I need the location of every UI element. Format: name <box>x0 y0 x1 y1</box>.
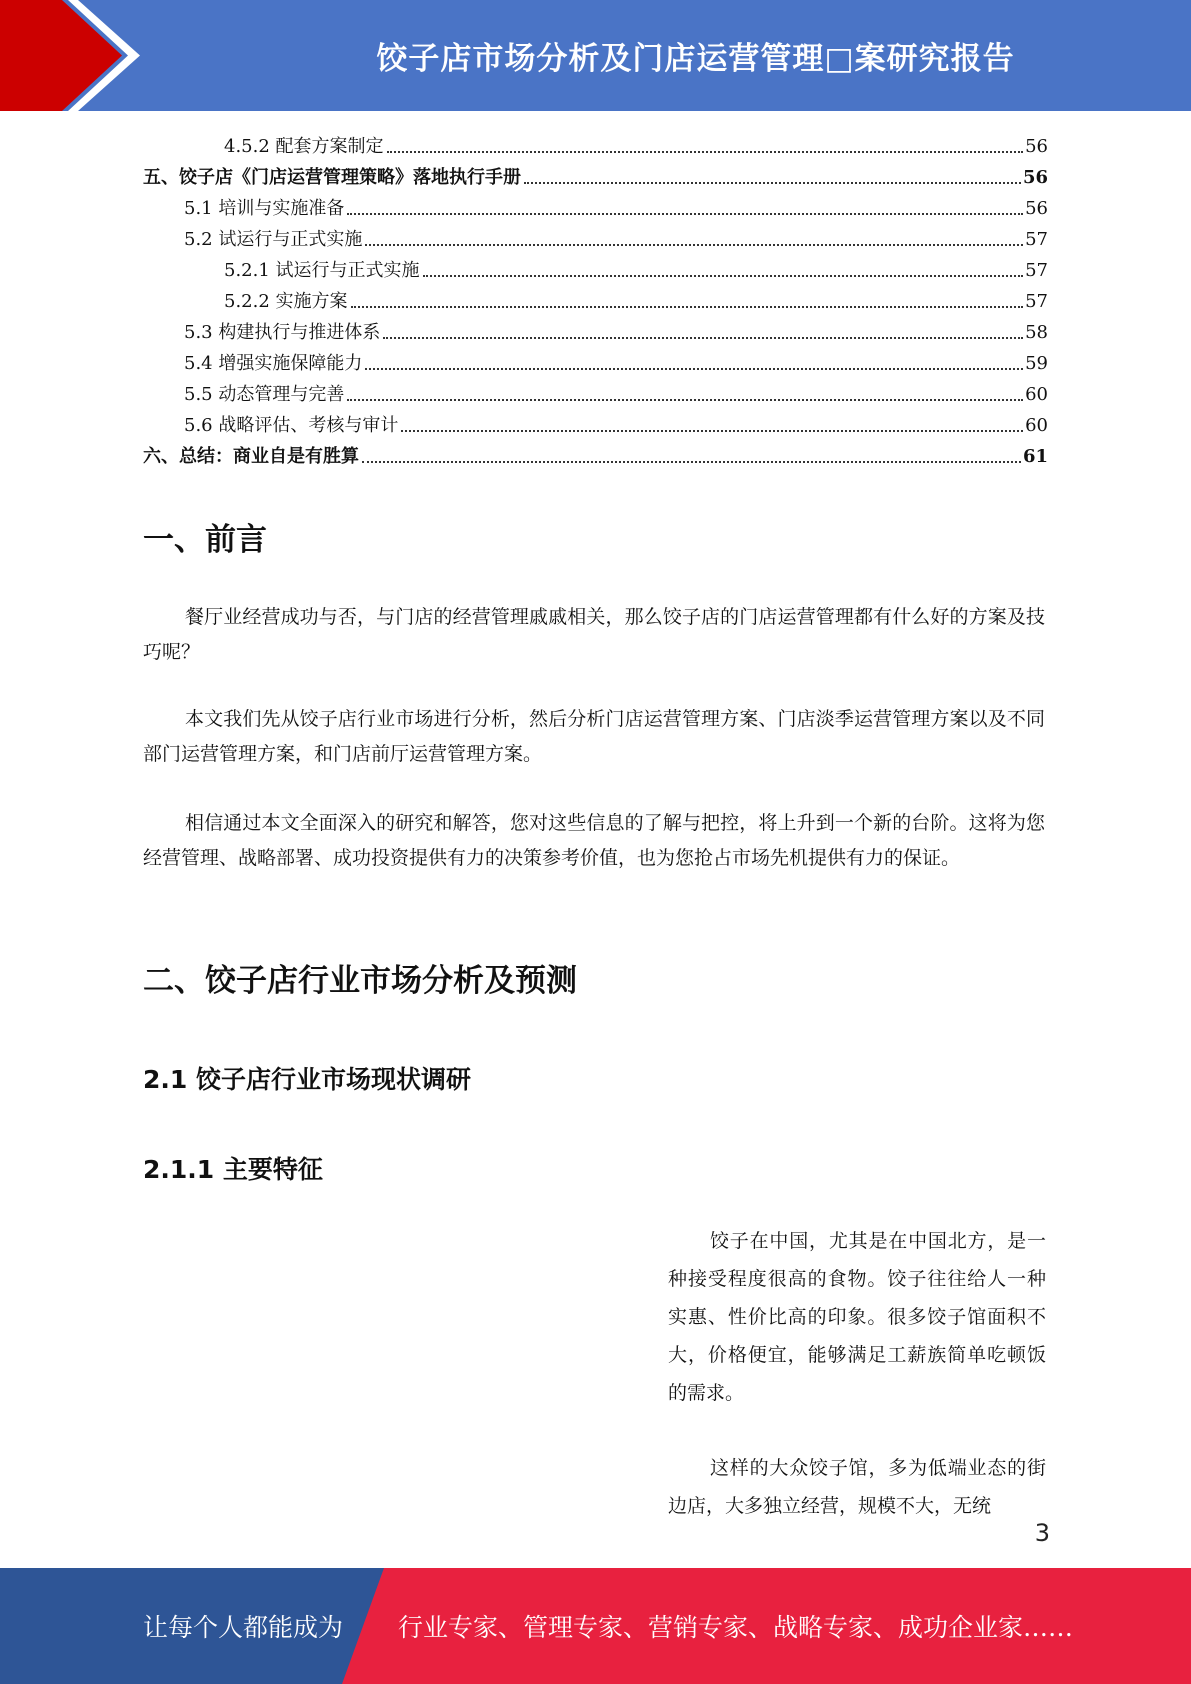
toc-entry-label: 五、饺子店《门店运营管理策略》落地执行手册 <box>143 167 521 188</box>
toc-leader <box>383 336 1023 339</box>
toc-entry-label: 5.2 试运行与正式实施 <box>184 229 363 250</box>
page-number: 3 <box>1034 1519 1050 1547</box>
toc-entry-label: 4.5.2 配套方案制定 <box>224 136 384 157</box>
toc-entry-page: 60 <box>1025 415 1048 436</box>
toc-leader <box>362 460 1021 463</box>
body-paragraph: 本文我们先从饺子店行业市场进行分析，然后分析门店运营管理方案、门店淡季运营管理方案以及不同部门运营管理方案，和门店前厅运营管理方案。 <box>143 708 1045 765</box>
toc-leader <box>423 274 1024 277</box>
toc-entry-page: 59 <box>1025 353 1048 374</box>
header-arrow-decoration <box>0 0 150 111</box>
toc-entry[interactable] <box>184 407 1048 437</box>
toc-entry[interactable] <box>184 314 1048 344</box>
toc-entry-page: 61 <box>1022 446 1048 467</box>
toc-entry-label: 5.1 培训与实施准备 <box>184 198 345 219</box>
toc-entry-page: 57 <box>1025 260 1048 281</box>
toc-entry-label: 5.2.1 试运行与正式实施 <box>224 260 420 281</box>
toc-leader <box>387 150 1024 153</box>
body-paragraph: 相信通过本文全面深入的研究和解答，您对这些信息的了解与把控，将上升到一个新的台阶。这将为您经营管理、战略部署、成功投资提供有力的决策参考价值，也为您抢占市场先机提供有力的保证。 <box>143 812 1045 869</box>
subsubsection-heading: 2.1.1 主要特征 <box>143 1155 323 1184</box>
toc-entry-label: 5.5 动态管理与完善 <box>184 384 345 405</box>
toc-entry-page: 57 <box>1025 229 1048 250</box>
toc-entry-page: 58 <box>1025 322 1048 343</box>
footer-banner <box>0 1568 1191 1684</box>
footer-slogan-right: 行业专家、管理专家、营销专家、战略专家、成功企业家…… <box>398 1613 1074 1642</box>
toc-leader <box>524 181 1021 184</box>
toc-entry-label: 5.6 战略评估、考核与审计 <box>184 415 399 436</box>
toc-entry[interactable] <box>143 438 1048 468</box>
toc-entry[interactable] <box>224 283 1048 313</box>
body-paragraph: 这样的大众饺子馆，多为低端业态的街边店，大多独立经营，规模不大，无统 <box>668 1457 1046 1517</box>
toc-entry-label: 5.3 构建执行与推进体系 <box>184 322 381 343</box>
toc-leader <box>401 429 1023 432</box>
toc-entry[interactable] <box>143 159 1048 189</box>
subsection-heading: 2.1 饺子店行业市场现状调研 <box>143 1065 471 1094</box>
toc-entry-page: 60 <box>1025 384 1048 405</box>
report-title: 饺子店市场分析及门店运营管理□案研究报告 <box>376 41 1015 77</box>
footer-slogan-left: 让每个人都能成为 <box>143 1613 344 1642</box>
toc-entry[interactable] <box>184 190 1048 220</box>
toc-leader <box>347 398 1023 401</box>
toc-entry-label: 5.2.2 实施方案 <box>224 291 348 312</box>
toc-entry[interactable] <box>224 128 1048 158</box>
body-paragraph: 饺子在中国，尤其是在中国北方，是一种接受程度很高的食物。饺子往往给人一种实惠、性价比高的印象。很多饺子馆面积不大，价格便宜，能够满足工薪族简单吃顿饭的需求。 <box>668 1230 1046 1404</box>
toc-leader <box>351 305 1024 308</box>
toc-entry[interactable] <box>224 252 1048 282</box>
toc-entry[interactable] <box>184 221 1048 251</box>
toc-leader <box>365 367 1023 370</box>
toc-entry-page: 56 <box>1025 198 1048 219</box>
toc-entry-page: 57 <box>1025 291 1048 312</box>
header-banner <box>0 0 1191 111</box>
toc-leader <box>347 212 1023 215</box>
toc-leader <box>365 243 1023 246</box>
section-heading: 一、前言 <box>143 522 267 558</box>
toc-entry-page: 56 <box>1022 167 1048 188</box>
body-paragraph: 餐厅业经营成功与否，与门店的经营管理戚戚相关，那么饺子店的门店运营管理都有什么好的方案及技巧呢？ <box>143 606 1045 663</box>
section-heading: 二、饺子店行业市场分析及预测 <box>143 963 577 999</box>
toc-entry[interactable] <box>184 376 1048 406</box>
toc-entry-page: 56 <box>1025 136 1048 157</box>
toc-entry-label: 六、总结：商业自是有胜算 <box>143 446 359 467</box>
toc-entry[interactable] <box>184 345 1048 375</box>
toc-entry-label: 5.4 增强实施保障能力 <box>184 353 363 374</box>
